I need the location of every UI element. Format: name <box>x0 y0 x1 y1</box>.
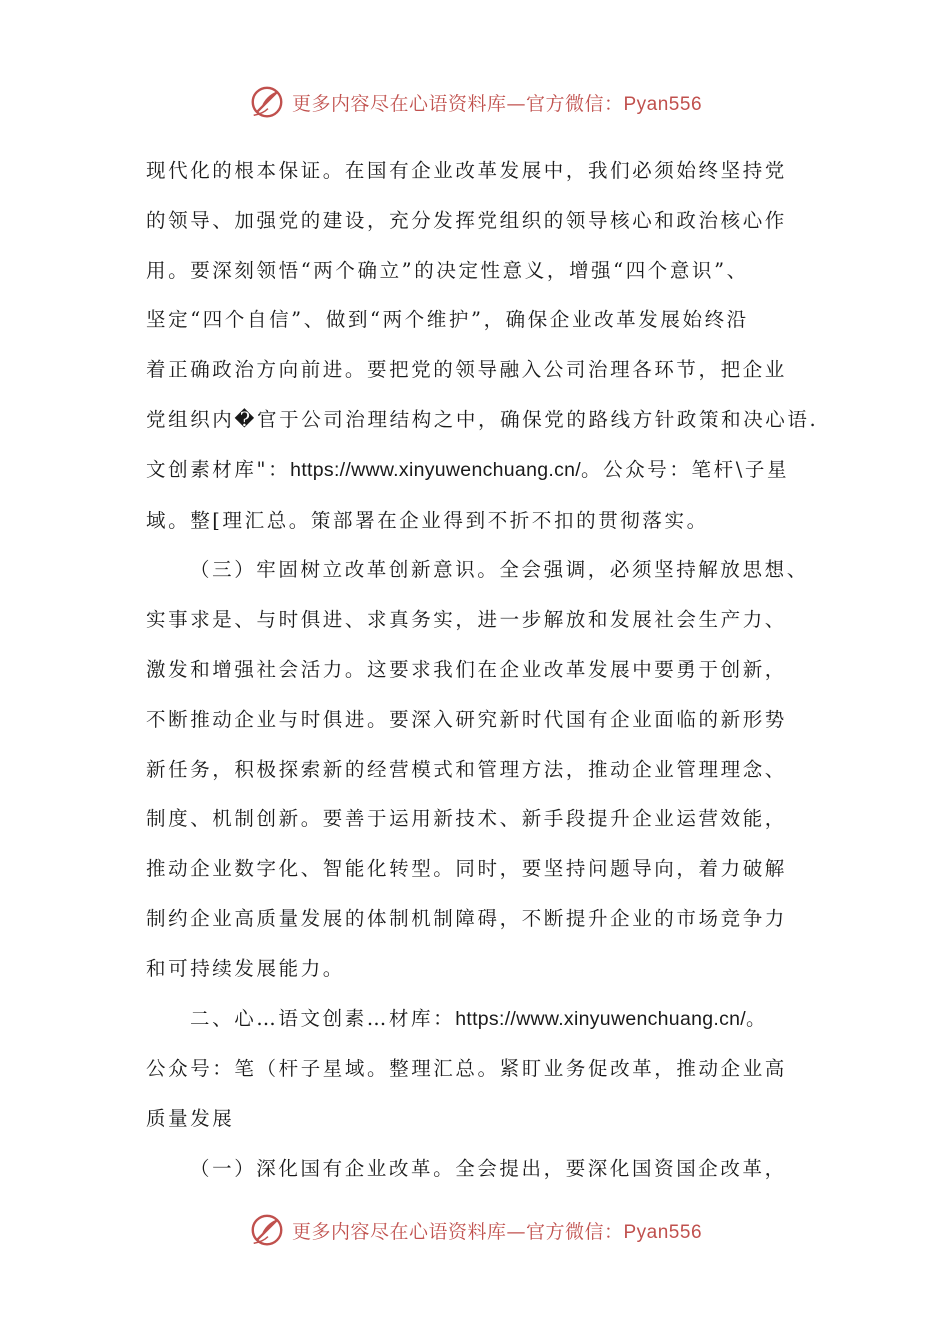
body-line: 域。整[理汇总。策部署在企业得到不折不扣的贯彻落实。 <box>146 508 709 532</box>
body-line: 制度、机制创新。要善于运用新技术、新手段提升企业运营效能， <box>146 807 787 831</box>
footer-watermark-banner <box>0 1210 950 1250</box>
footer-banner-text: 更多内容尽在心语资料库—官方微信：Pyan556 <box>291 1220 703 1243</box>
header-watermark-banner <box>0 82 950 122</box>
body-line-with-url: 文创素材库"：https://www.xinyuwenchuang.cn/。公众号：笔杆\子星 <box>146 457 790 481</box>
body-line: 新任务，积极探索新的经营模式和管理方法，推动企业管理理念、 <box>146 757 787 781</box>
body-line: 实事求是、与时俱进、求真务实，进一步解放和发展社会生产力、 <box>146 608 787 632</box>
body-line: 的领导、加强党的建设，充分发挥党组织的领导核心和政治核心作 <box>146 208 787 232</box>
website-url: https://www.xinyuwenchuang.cn/ <box>290 458 581 481</box>
body-line: 质量发展 <box>146 1107 235 1131</box>
document-body <box>146 146 818 1194</box>
section-heading-2-with-url: 二、心…语文创素…材库：https://www.xinyuwenchuang.cn/。 <box>190 1006 769 1030</box>
body-line: 用。要深刻领悟“两个确立”的决定性意义，增强“四个意识”、 <box>146 258 749 282</box>
body-line: 不断推动企业与时俱进。要深入研究新时代国有企业面临的新形势 <box>146 707 787 731</box>
footer-wechat-id: Pyan556 <box>623 1221 703 1243</box>
body-line: 公众号：笔（杆子星域。整理汇总。紧盯业务促改革，推动企业高 <box>146 1057 787 1081</box>
body-line: 推动企业数字化、智能化转型。同时，要坚持问题导向，着力破解 <box>146 857 787 881</box>
body-line: 和可持续发展能力。 <box>146 956 345 980</box>
body-line: 党组织内�官于公司治理结构之中，确保党的路线方针政策和决心语. <box>146 407 819 431</box>
section-heading-1: （一）深化国有企业改革。全会提出，要深化国资国企改革， <box>190 1156 787 1180</box>
website-url: https://www.xinyuwenchuang.cn/ <box>455 1007 747 1030</box>
body-line: 激发和增强社会活力。这要求我们在企业改革发展中要勇于创新， <box>146 657 787 681</box>
body-line: 坚定“四个自信”、做到“两个维护”，确保企业改革发展始终沿 <box>146 308 749 332</box>
quill-logo-icon <box>248 83 286 121</box>
quill-logo-icon <box>248 1211 286 1249</box>
header-banner-text: 更多内容尽在心语资料库—官方微信：Pyan556 <box>291 92 703 115</box>
header-wechat-id: Pyan556 <box>623 93 703 115</box>
section-heading-3: （三）牢固树立改革创新意识。全会强调，必须坚持解放思想、 <box>190 558 809 582</box>
body-line: 制约企业高质量发展的体制机制障碍，不断提升企业的市场竞争力 <box>146 906 787 930</box>
body-line: 着正确政治方向前进。要把党的领导融入公司治理各环节，把企业 <box>146 358 787 382</box>
body-line: 现代化的根本保证。在国有企业改革发展中，我们必须始终坚持党 <box>146 159 787 182</box>
